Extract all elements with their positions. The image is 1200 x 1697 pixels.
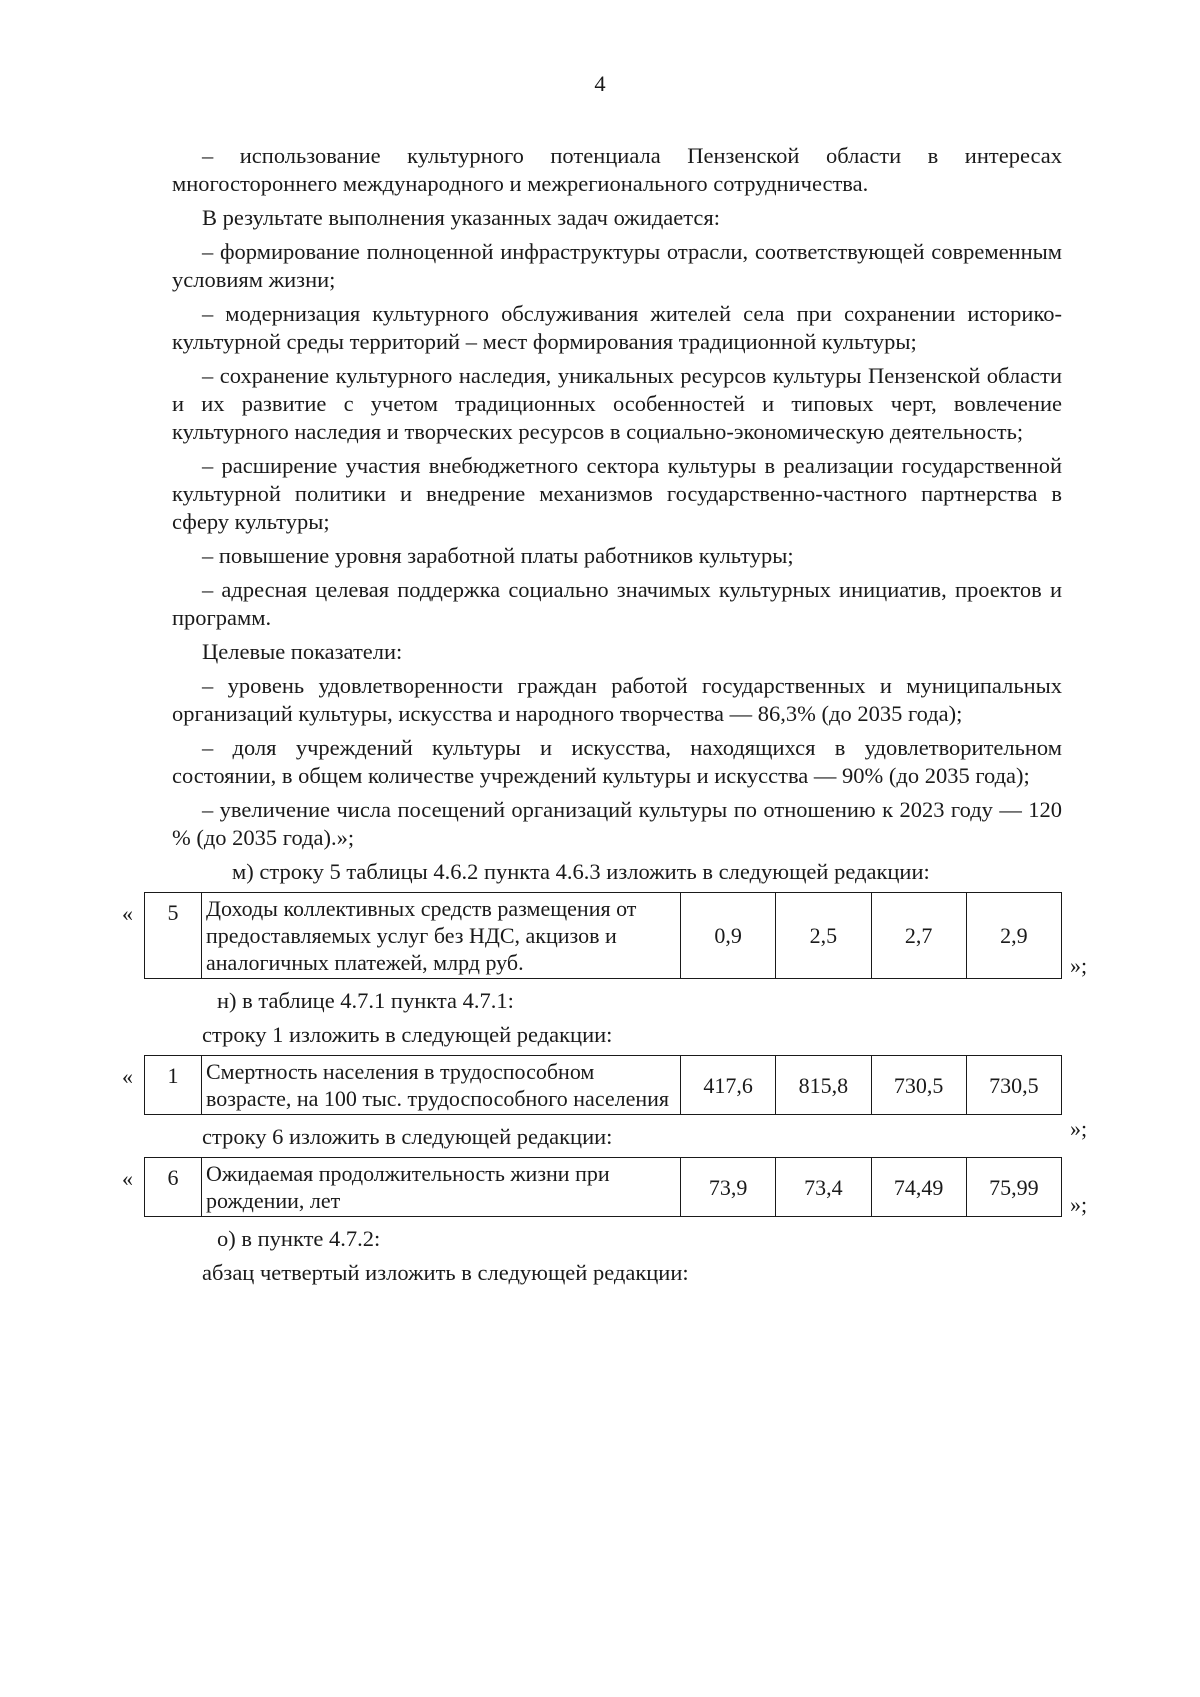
paragraph: – доля учреждений культуры и искусства, находящихся в удовлетворительном состоянии, в общем количестве учреждений культуры и искусства — 90% (до 2035 года); [172,735,1062,788]
table-4-6-2-row-5 [144,892,1062,979]
open-quote: « [122,901,133,926]
open-quote: « [122,1064,133,1089]
paragraph: – использование культурного потенциала Пензенской области в интересах многостороннего международного и межрегионального сотрудничества. [172,143,1062,196]
value-cell: 730,5 [966,1056,1061,1115]
paragraph: – увеличение числа посещений организаций культуры по отношению к 2023 году — 120 % (до 2035 года).»; [172,797,1062,850]
table-4-7-1-row-1 [144,1055,1062,1115]
indicator-name: Ожидаемая продолжительность жизни при рождении, лет [202,1158,681,1217]
table-row [145,893,1062,979]
row1-intro: строку 1 изложить в следующей редакции: [202,1022,613,1047]
indicator-name: Смертность населения в трудоспособном возрасте, на 100 тыс. трудоспособного населения [202,1056,681,1115]
paragraph: В результате выполнения указанных задач ожидается: [202,205,720,230]
paragraph: – повышение уровня заработной платы работников культуры; [202,543,794,568]
row-number: 5 [145,893,202,979]
section-o-line: абзац четвертый изложить в следующей редакции: [202,1260,689,1285]
paragraph: – модернизация культурного обслуживания жителей села при сохранении историко-культурной среды территорий – мест формирования традиционной культуры; [172,301,1062,354]
section-o-intro: о) в пункте 4.7.2: [217,1226,381,1251]
close-quote: »; [1070,1116,1088,1141]
paragraph: – формирование полноценной инфраструктуры отрасли, соответствующей современным условиям жизни; [172,239,1062,292]
section-n-intro: н) в таблице 4.7.1 пункта 4.7.1: [217,988,514,1013]
table-row [145,1158,1062,1217]
value-cell: 0,9 [681,893,776,979]
paragraph: – сохранение культурного наследия, уникальных ресурсов культуры Пензенской области и их развитие с учетом традиционных особенностей и типовых черт, вовлечение культурного наследия и творческих ресурсов в социально-экономическую деятельность; [172,363,1062,444]
row6-intro: строку 6 изложить в следующей редакции: [202,1124,613,1149]
value-cell: 730,5 [871,1056,966,1115]
paragraph: Целевые показатели: [202,639,403,664]
value-cell: 75,99 [966,1158,1061,1217]
value-cell: 2,5 [776,893,871,979]
value-cell: 815,8 [776,1056,871,1115]
value-cell: 2,7 [871,893,966,979]
open-quote: « [122,1166,133,1191]
indicator-name: Доходы коллективных средств размещения от предоставляемых услуг без НДС, акцизов и аналогичных платежей, млрд руб. [202,893,681,979]
paragraph: – адресная целевая поддержка социально значимых культурных инициатив, проектов и программ. [172,577,1062,630]
value-cell: 73,4 [776,1158,871,1217]
value-cell: 74,49 [871,1158,966,1217]
row-number: 1 [145,1056,202,1115]
table-4-7-1-row-6 [144,1157,1062,1217]
value-cell: 2,9 [966,893,1061,979]
paragraph: – уровень удовлетворенности граждан работой государственных и муниципальных организаций культуры, искусства и народного творчества — 86,3% (до 2035 года); [172,673,1062,726]
table-row-5-wrapper [122,892,1088,979]
section-m-intro: м) строку 5 таблицы 4.6.2 пункта 4.6.3 изложить в следующей редакции: [232,859,930,884]
paragraph: – расширение участия внебюджетного сектора культуры в реализации государственной культурной политики и внедрение механизмов государственно-частного партнерства в сферу культуры; [172,453,1062,534]
table-row-6-wrapper [122,1157,1088,1217]
page-number: 4 [594,71,606,96]
value-cell: 417,6 [681,1056,776,1115]
row-number: 6 [145,1158,202,1217]
close-quote: »; [1070,1192,1088,1217]
table-row [145,1056,1062,1115]
value-cell: 73,9 [681,1158,776,1217]
close-quote: »; [1070,953,1088,978]
document-body [122,142,1088,1293]
